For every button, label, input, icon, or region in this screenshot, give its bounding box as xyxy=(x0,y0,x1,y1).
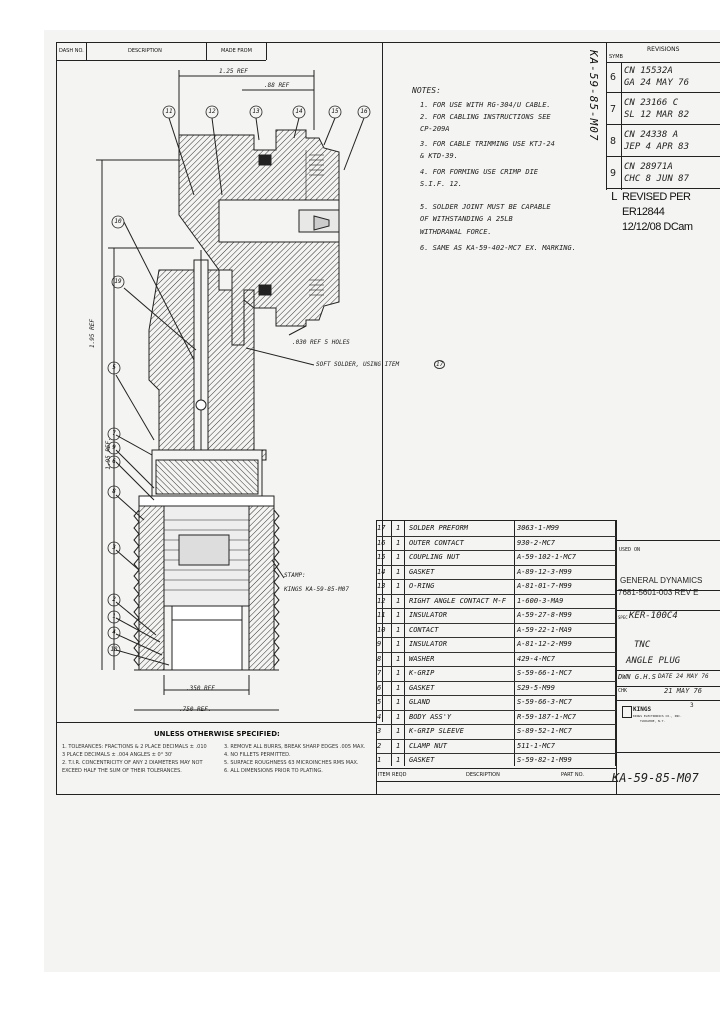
bom-qty: 1 xyxy=(396,683,401,692)
bom-header-row xyxy=(376,768,616,782)
company-name: GENERAL DYNAMICS xyxy=(620,576,703,585)
bom-part-no: A-89-12-3-M99 xyxy=(517,567,572,576)
bom-item-no: 16 xyxy=(377,538,386,547)
callout-stamp-text: KINGS KA-59-85-M07 xyxy=(284,586,350,593)
bom-description: K-GRIP xyxy=(409,669,435,677)
spec-label: SPEC xyxy=(618,615,628,620)
bom-item-no: 15 xyxy=(377,553,386,561)
bom-item-no: 3 xyxy=(377,727,382,735)
tolerance-note: EXCEED HALF THE SUM OF THEIR TOLERANCES. xyxy=(62,768,182,774)
bom-item-no: 2 xyxy=(377,741,382,750)
bom-part-no: A-59-22-1-MA9 xyxy=(517,625,572,634)
company-number: 7681-5601-003 REV E xyxy=(618,588,699,597)
item-balloon: 3 xyxy=(112,544,116,551)
revision-change-notice: CN 28971A xyxy=(624,162,673,172)
callout-soft-solder: SOFT SOLDER, USING ITEM xyxy=(316,361,400,368)
item-balloon: 10 xyxy=(114,218,122,225)
bom-part-no: R-59-187-1-MC7 xyxy=(517,712,577,721)
bom-row xyxy=(376,579,616,595)
bom-qty: 1 xyxy=(396,611,401,619)
kings-logo-subtext: KINGS ELECTRONICS CO., INC. xyxy=(633,714,682,718)
bom-part-no: S-59-66-1-MC7 xyxy=(517,669,572,677)
notes-title: NOTES: xyxy=(412,86,441,95)
drawing-number: KA-59-85-M07 xyxy=(612,771,699,785)
revision-divider xyxy=(606,92,720,93)
bom-row xyxy=(376,637,616,653)
bom-row xyxy=(376,565,616,581)
revision-approval: GA 24 MAY 76 xyxy=(624,78,690,88)
item-balloon: 1 xyxy=(112,613,116,620)
scale-value: 3 xyxy=(690,702,694,709)
bom-part-no: S-89-52-1-MC7 xyxy=(517,727,572,735)
note-line: S.I.F. 12. xyxy=(420,180,463,188)
bom-description: K-GRIP SLEEVE xyxy=(409,727,464,735)
revised-line-2: ER12844 xyxy=(622,206,665,218)
bom-row xyxy=(376,623,616,639)
bom-qty: 1 xyxy=(396,698,401,706)
bom-row xyxy=(376,608,616,624)
dim-coupling-width: .88 REF xyxy=(264,82,290,89)
dim-inner-width: .350 REF xyxy=(186,685,215,692)
revisions-symbol-label: SYMB xyxy=(609,54,623,60)
bom-description: O-RING xyxy=(409,582,435,590)
bom-item-no: 7 xyxy=(377,669,382,677)
item-balloon: 5 xyxy=(112,364,116,371)
bom-row xyxy=(376,536,616,552)
callout-holes: .030 REF 5 HOLES xyxy=(292,339,350,346)
check-date: 21 MAY 76 xyxy=(664,687,702,695)
bom-description: INSULATOR xyxy=(409,611,447,619)
revision-approval: JEP 4 APR 83 xyxy=(624,142,690,152)
kings-logo-mark xyxy=(622,706,632,718)
item-balloon: 14 xyxy=(295,108,303,115)
revision-change-notice: CN 15532A xyxy=(624,66,673,76)
bom-qty: 1 xyxy=(396,640,401,648)
bom-description: SOLDER PREFORM xyxy=(409,524,469,532)
bom-item-no: 10 xyxy=(377,625,386,634)
bom-qty: 1 xyxy=(396,538,401,547)
revision-symbol: 7 xyxy=(610,104,617,115)
bom-description: GASKET xyxy=(409,683,435,692)
bom-description: OUTER CONTACT xyxy=(409,538,464,547)
revision-symbol: 6 xyxy=(610,72,617,83)
callout-soft-solder-item: 17 xyxy=(436,361,444,368)
bom-description: GASKET xyxy=(409,567,435,576)
bom-description: GLAND xyxy=(409,698,431,706)
bom-row xyxy=(376,681,616,697)
bom-item-no: 5 xyxy=(377,698,382,706)
description-label: DESCRIPTION xyxy=(128,48,162,54)
bom-item-no: 11 xyxy=(377,611,386,619)
item-balloon: 18 xyxy=(110,646,118,653)
bom-qty: 1 xyxy=(396,553,401,561)
bom-header-description: DESCRIPTION xyxy=(466,772,500,778)
item-balloon: 7 xyxy=(112,430,116,437)
revised-line-3: 12/12/08 DCam xyxy=(622,221,693,233)
bom-row xyxy=(376,550,616,566)
revision-change-notice: CN 24338 A xyxy=(624,130,679,140)
bom-description: CONTACT xyxy=(409,625,439,634)
item-balloon: 4 xyxy=(112,629,116,636)
bom-description: WASHER xyxy=(409,654,435,663)
bom-part-no: 511-1-MC7 xyxy=(517,741,555,750)
revised-line-1: REVISED PER xyxy=(622,191,691,203)
bom-qty: 1 xyxy=(396,596,401,605)
bom-part-no: S29-5-M99 xyxy=(517,683,555,692)
tolerance-note: 3. REMOVE ALL BURRS, BREAK SHARP EDGES .005 MAX. xyxy=(224,744,366,750)
vertical-drawing-number: KA-59-85-M07 xyxy=(587,50,600,142)
note-line: 6. SAME AS KA-59-402-MC7 EX. MARKING. xyxy=(420,244,576,252)
bom-row xyxy=(376,724,616,740)
bom-description: CLAMP NUT xyxy=(409,741,447,750)
bom-part-no: A-81-01-7-M99 xyxy=(517,582,572,590)
bom-qty: 1 xyxy=(396,625,401,634)
bom-qty: 1 xyxy=(396,567,401,576)
note-line: 4. FOR FORMING USE CRIMP DIE xyxy=(420,168,539,176)
revision-approval: CHC 8 JUN 87 xyxy=(624,174,690,184)
revision-divider xyxy=(606,156,720,157)
item-balloon: 11 xyxy=(165,108,173,115)
item-balloon: 13 xyxy=(252,108,260,115)
revisions-title: REVISIONS xyxy=(647,46,680,53)
part-title-2: ANGLE PLUG xyxy=(626,656,681,666)
tolerances-title: UNLESS OTHERWISE SPECIFIED: xyxy=(154,730,280,738)
item-balloon: 8 xyxy=(112,488,116,495)
bom-item-no: 12 xyxy=(377,596,386,605)
bom-part-no: 1-600-3-MA9 xyxy=(517,596,564,605)
revision-divider xyxy=(606,124,720,125)
item-balloon: 12 xyxy=(208,108,216,115)
drawn-by: DWN G.H.S xyxy=(618,673,656,681)
note-line: 2. FOR CABLING INSTRUCTIONS SEE xyxy=(420,113,551,121)
dash-no-label: DASH NO. xyxy=(59,48,84,54)
tolerance-note: 6. ALL DIMENSIONS PRIOR TO PLATING. xyxy=(224,768,323,774)
note-line: & KTD-39. xyxy=(420,152,458,160)
check-label: CHK xyxy=(618,688,628,694)
revision-symbol: 8 xyxy=(610,136,617,147)
note-line: CP-209A xyxy=(420,125,450,133)
revision-change-notice: CN 23166 C xyxy=(624,98,679,108)
bom-item-no: 13 xyxy=(377,582,386,590)
bom-item-no: 17 xyxy=(377,524,386,532)
revised-per-note xyxy=(622,190,693,235)
revised-symbol: L xyxy=(611,190,618,203)
tolerance-note: 1. TOLERANCES: FRACTIONS & 2 PLACE DECIMALS ± .010 xyxy=(62,744,207,750)
bom-qty: 1 xyxy=(396,741,401,750)
bom-part-no: 429-4-MC7 xyxy=(517,654,555,663)
item-balloon: 2 xyxy=(112,596,116,603)
bom-row xyxy=(376,652,616,668)
note-line: 5. SOLDER JOINT MUST BE CAPABLE xyxy=(420,203,551,211)
bom-header-item: ITEM xyxy=(378,772,391,778)
bom-item-no: 14 xyxy=(377,567,386,576)
bom-description: RIGHT ANGLE CONTACT M-F xyxy=(409,596,506,605)
bom-qty: 1 xyxy=(396,669,401,677)
drawn-date: DATE 24 MAY 76 xyxy=(658,673,709,680)
bom-row xyxy=(376,739,616,755)
used-on-label: USED ON xyxy=(619,547,641,553)
bom-header-reqd: REQD xyxy=(392,772,407,778)
item-balloon: 15 xyxy=(331,108,339,115)
bom-item-no: 9 xyxy=(377,640,382,648)
bom-qty: 1 xyxy=(396,712,401,721)
spec-value: KER-100C4 xyxy=(629,611,678,621)
note-line: OF WITHSTANDING A 25LB xyxy=(420,215,513,223)
item-balloon: 6 xyxy=(112,458,116,465)
bom-item-no: 6 xyxy=(377,683,382,692)
note-line: 1. FOR USE WITH RG-304/U CABLE. xyxy=(420,101,551,109)
tolerance-note: 3 PLACE DECIMALS ± .004 ANGLES ± 0° 30' xyxy=(62,752,173,758)
item-balloon: 9 xyxy=(112,444,116,451)
bom-part-no: A-59-102-1-MC7 xyxy=(517,553,577,561)
part-title-1: TNC xyxy=(634,640,651,650)
revision-approval: SL 12 MAR 82 xyxy=(624,110,690,120)
bom-row xyxy=(376,753,616,769)
bom-description: INSULATOR xyxy=(409,640,447,648)
tolerance-note: 2. T.I.R. CONCENTRICITY OF ANY 2 DIAMETERS MAY NOT xyxy=(62,760,203,766)
bom-qty: 1 xyxy=(396,756,401,764)
bom-qty: 1 xyxy=(396,727,401,735)
bom-description: BODY ASS'Y xyxy=(409,712,452,721)
kings-logo-subtext-2: TUCKAHOE, N.Y. xyxy=(640,719,666,723)
bom-part-no: 930-2-MC7 xyxy=(517,538,555,547)
drawing-sheet xyxy=(44,30,720,972)
kings-logo-text: KINGS xyxy=(633,706,652,713)
bom-part-no: S-59-66-3-MC7 xyxy=(517,698,572,706)
dim-outer-width: .750 REF. xyxy=(179,706,212,713)
tolerance-note: 4. NO FILLETS PERMITTED. xyxy=(224,752,291,758)
bom-row xyxy=(376,521,616,537)
made-from-label: MADE FROM xyxy=(221,48,252,54)
bom-item-no: 1 xyxy=(377,756,382,764)
bom-qty: 1 xyxy=(396,582,401,590)
dim-overall-width: 1.25 REF xyxy=(219,68,248,75)
callout-stamp: STAMP: xyxy=(284,572,306,579)
bom-part-no: S-59-82-1-M99 xyxy=(517,756,572,764)
revision-divider xyxy=(606,188,720,189)
bom-description: COUPLING NUT xyxy=(409,553,460,561)
bom-row xyxy=(376,710,616,726)
connector-drawing xyxy=(44,30,384,722)
bom-part-no: A-81-12-2-M99 xyxy=(517,640,572,648)
note-line: WITHDRAWAL FORCE. xyxy=(420,228,492,236)
revisions-header xyxy=(606,42,720,63)
item-balloon: 16 xyxy=(360,108,368,115)
note-line: 3. FOR CABLE TRIMMING USE KTJ-24 xyxy=(420,140,555,148)
dim-body-height: 1.95 REF. xyxy=(104,437,112,470)
bom-qty: 1 xyxy=(396,524,401,532)
bom-row xyxy=(376,666,616,682)
tolerance-note: 5. SURFACE ROUGHNESS 63 MICROINCHES RMS MAX. xyxy=(224,760,359,766)
item-balloon: 19 xyxy=(114,278,122,285)
bom-part-no: A-59-27-8-M99 xyxy=(517,611,572,619)
bom-item-no: 4 xyxy=(377,712,382,721)
bom-row xyxy=(376,695,616,711)
bom-part-no: 3063-1-M99 xyxy=(517,524,560,532)
bom-qty: 1 xyxy=(396,654,401,663)
bom-item-no: 8 xyxy=(377,654,382,663)
bom-description: GASKET xyxy=(409,756,435,764)
revision-symbol: 9 xyxy=(610,168,617,179)
dim-overall-height: 1.95 REF xyxy=(88,319,96,348)
bom-header-part-no: PART NO. xyxy=(561,772,584,778)
bom-row xyxy=(376,594,616,610)
